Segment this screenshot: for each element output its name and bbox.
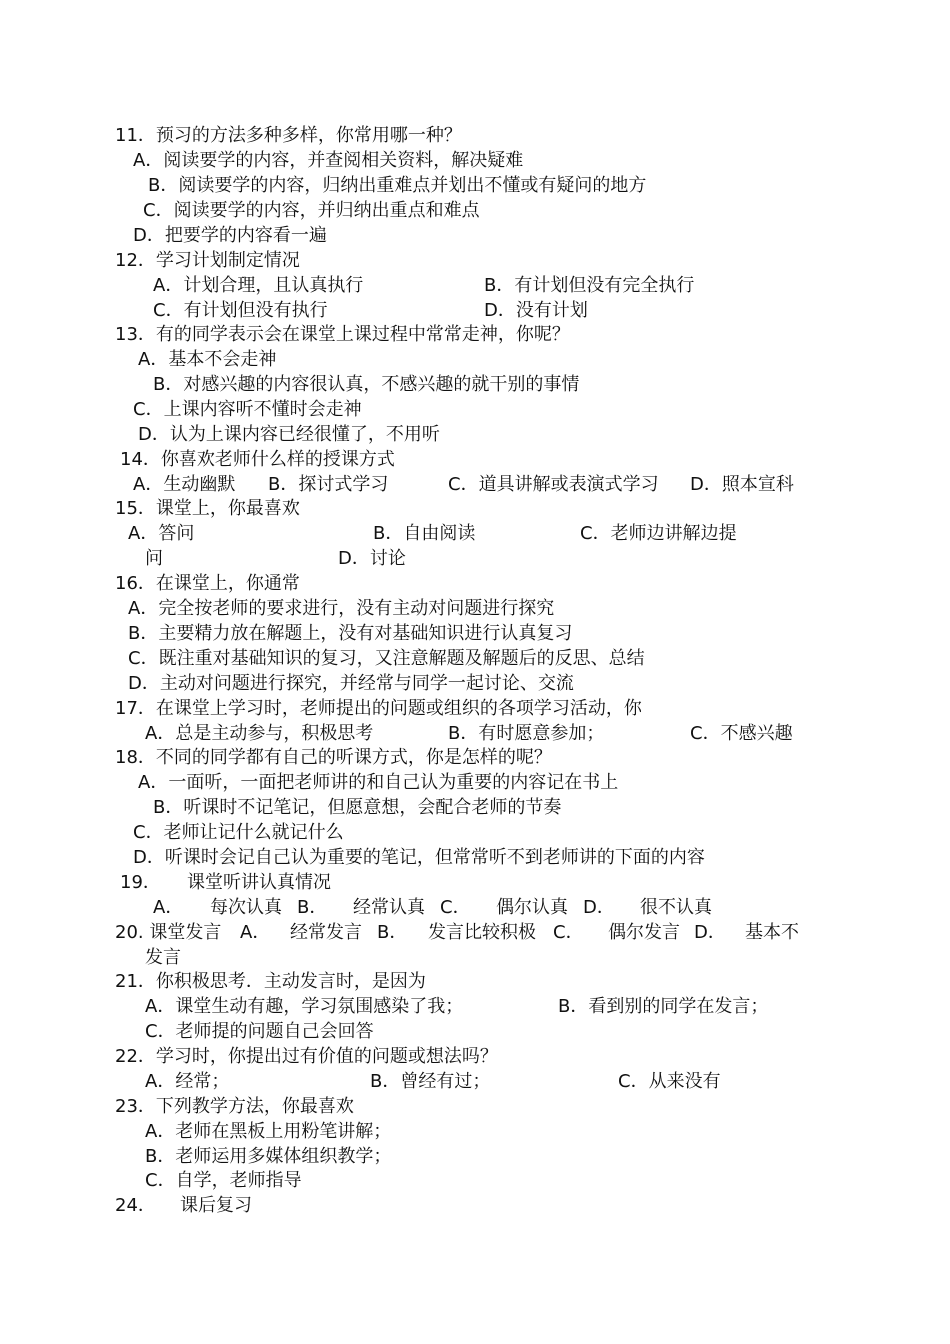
q16-option-b: B．主要精力放在解题上，没有对基础知识进行认真复习	[128, 623, 573, 644]
q17-option-b: B．有时愿意参加；	[448, 723, 605, 744]
question-12: 12．学习计划制定情况	[115, 250, 300, 271]
q22-option-b: B．曾经有过；	[370, 1071, 491, 1092]
q15-option-c: C．老师边讲解边提	[580, 523, 737, 544]
q21-option-b: B．看到别的同学在发言；	[558, 996, 769, 1017]
q11-option-d: D．把要学的内容看一遍	[133, 225, 327, 246]
q13-option-b: B．对感兴趣的内容很认真，不感兴趣的就干别的事情	[153, 374, 580, 395]
q20-option-d-text: 基本不	[745, 922, 799, 943]
q19-option-b-letter: B．	[297, 897, 328, 918]
q12-option-a: A．计划合理，且认真执行	[153, 275, 364, 296]
q19-option-d-text: 很不认真	[640, 897, 712, 918]
q19-option-d-letter: D．	[583, 897, 615, 918]
question-24-number: 24．	[115, 1195, 156, 1216]
q23-option-a: A．老师在黑板上用粉笔讲解；	[145, 1121, 392, 1142]
q14-option-d: D．照本宣科	[690, 474, 794, 495]
q22-option-a: A．经常；	[145, 1071, 230, 1092]
q14-option-c: C．道具讲解或表演式学习	[448, 474, 659, 495]
q20-option-c-text: 偶尔发言	[608, 922, 680, 943]
q20-option-a-text: 经常发言	[290, 922, 362, 943]
q17-option-c: C．不感兴趣	[690, 723, 793, 744]
question-19-number: 19．	[120, 872, 161, 893]
q13-option-d: D．认为上课内容已经很懂了，不用听	[138, 424, 440, 445]
q19-option-c-text: 偶尔认真	[496, 897, 568, 918]
q12-option-d: D．没有计划	[484, 300, 588, 321]
q19-option-a-letter: A．	[153, 897, 184, 918]
q20-option-c-letter: C．	[553, 922, 584, 943]
q21-option-a: A．课堂生动有趣，学习氛围感染了我；	[145, 996, 464, 1017]
q16-option-c: C．既注重对基础知识的复习，又注意解题及解题后的反思、总结	[128, 648, 645, 669]
q15-option-b: B．自由阅读	[373, 523, 476, 544]
q23-option-b: B．老师运用多媒体组织教学；	[145, 1146, 392, 1167]
q12-option-b: B．有计划但没有完全执行	[484, 275, 695, 296]
q20-option-a-letter: A．	[240, 922, 271, 943]
q20-option-d-letter: D．	[694, 922, 726, 943]
question-19-text: 课堂听讲认真情况	[187, 872, 331, 893]
q18-option-c: C．老师让记什么就记什么	[133, 822, 344, 843]
question-13: 13．有的同学表示会在课堂上课过程中常常走神，你呢？	[115, 324, 570, 345]
q14-option-b: B．探讨式学习	[268, 474, 389, 495]
q17-option-a: A．总是主动参与，积极思考	[145, 723, 374, 744]
question-21: 21．你积极思考．主动发言时，是因为	[115, 971, 426, 992]
q14-option-a: A．生动幽默	[133, 474, 236, 495]
question-23: 23．下列教学方法，你最喜欢	[115, 1096, 354, 1117]
q11-option-b: B．阅读要学的内容，归纳出重难点并划出不懂或有疑问的地方	[148, 175, 647, 196]
question-15: 15．课堂上，你最喜欢	[115, 498, 300, 519]
q13-option-a: A．基本不会走神	[138, 349, 277, 370]
q11-option-a: A．阅读要学的内容，并查阅相关资料，解决疑难	[133, 150, 524, 171]
q15-option-c-cont: 问	[145, 548, 163, 569]
q22-option-c: C．从来没有	[618, 1071, 721, 1092]
question-17: 17．在课堂上学习时，老师提出的问题或组织的各项学习活动，你	[115, 698, 642, 719]
q18-option-d: D．听课时会记自己认为重要的笔记，但常常听不到老师讲的下面的内容	[133, 847, 705, 868]
question-18: 18．不同的同学都有自己的听课方式，你是怎样的呢？	[115, 747, 552, 768]
question-14: 14．你喜欢老师什么样的授课方式	[120, 449, 395, 470]
q13-option-c: C．上课内容听不懂时会走神	[133, 399, 362, 420]
q19-option-a-text: 每次认真	[210, 897, 282, 918]
q19-option-c-letter: C．	[440, 897, 471, 918]
q11-option-c: C．阅读要学的内容，并归纳出重点和难点	[143, 200, 480, 221]
question-16: 16．在课堂上，你通常	[115, 573, 300, 594]
q15-option-d: D．讨论	[338, 548, 406, 569]
question-22: 22．学习时，你提出过有价值的问题或想法吗？	[115, 1046, 498, 1067]
q16-option-d: D．主动对问题进行探究，并经常与同学一起讨论、交流	[128, 673, 574, 694]
q20-option-b-text: 发言比较积极	[428, 922, 536, 943]
q20-option-b-letter: B．	[377, 922, 408, 943]
q12-option-c: C．有计划但没有执行	[153, 300, 328, 321]
q15-option-a: A．答问	[128, 523, 195, 544]
q23-option-c: C．自学，老师指导	[145, 1170, 302, 1191]
q16-option-a: A．完全按老师的要求进行，没有主动对问题进行探究	[128, 598, 555, 619]
q21-option-c: C．老师提的问题自己会回答	[145, 1021, 374, 1042]
q20-option-d-cont: 发言	[145, 947, 181, 968]
question-11: 11．预习的方法多种多样，你常用哪一种？	[115, 125, 462, 146]
q18-option-a: A．一面听，一面把老师讲的和自己认为重要的内容记在书上	[138, 772, 619, 793]
q19-option-b-text: 经常认真	[353, 897, 425, 918]
question-24-text: 课后复习	[180, 1195, 252, 1216]
question-20: 20. 课堂发言	[115, 922, 222, 943]
q18-option-b: B．听课时不记笔记，但愿意想，会配合老师的节奏	[153, 797, 562, 818]
